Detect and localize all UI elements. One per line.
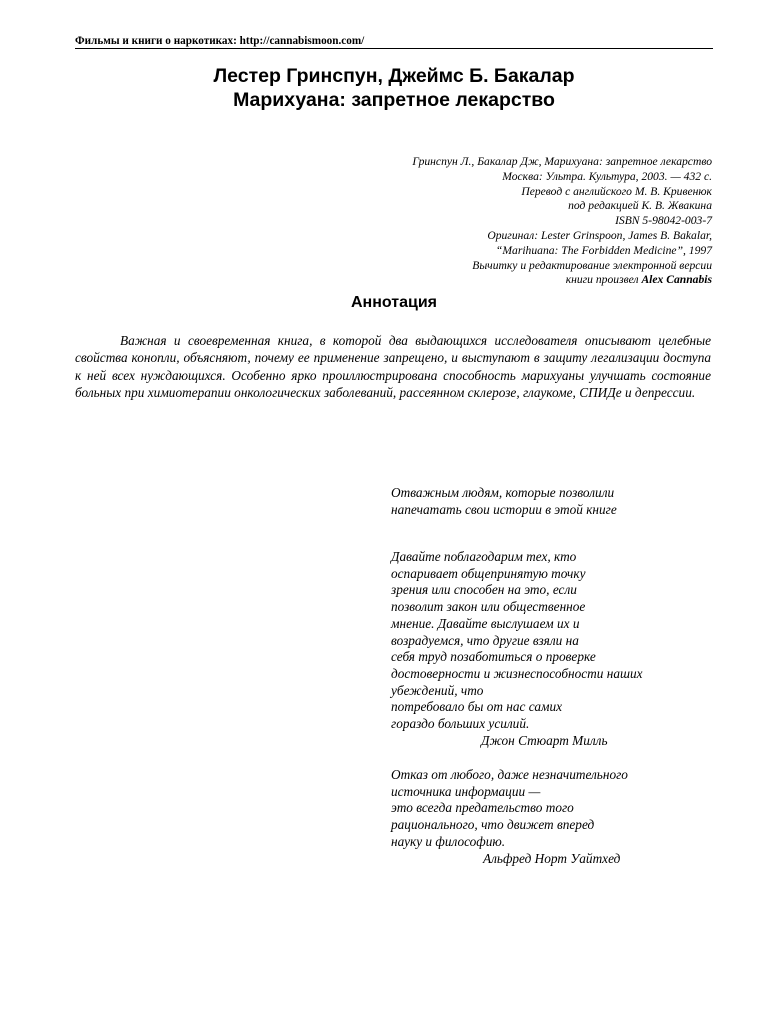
- quote-line: это всегда предательство того: [391, 800, 574, 816]
- quote-line: рационального, что движет вперед: [391, 817, 595, 833]
- annotation-heading: Аннотация: [351, 294, 437, 311]
- quote-line: Отказ от любого, даже незначительного: [391, 767, 628, 782]
- quote-line: потребовало бы от нас самих: [391, 699, 563, 715]
- quote-line: зрения или способен на это, если: [391, 582, 577, 598]
- quote-line: гораздо больших усилий.: [391, 716, 530, 732]
- quote-author: Джон Стюарт Милль: [481, 732, 608, 748]
- biblio-line: под редакцией К. В. Жвакина: [568, 199, 712, 213]
- biblio-editor-name: Alex Cannabis: [641, 273, 712, 287]
- biblio-line: Вычитку и редактирование электронной версии: [472, 258, 712, 272]
- page-header-text: Фильмы и книги о наркотиках: http://cannabismoon.com/: [75, 35, 365, 47]
- book-authors: Лестер Гринспун, Джеймс Б. Бакалар: [213, 65, 575, 87]
- quote-line: мнение. Давайте выслушаем их и: [391, 615, 580, 631]
- dedication-line: напечатать свои истории в этой книге: [391, 501, 617, 517]
- dedication-line: Отважным людям, которые позволили: [391, 485, 615, 500]
- biblio-line: Москва: Ультра. Культура, 2003. — 432 с.: [502, 169, 712, 183]
- quote-author: Альфред Норт Уайтхед: [483, 850, 621, 866]
- quote-line: убеждений, что: [391, 682, 484, 698]
- biblio-line: Перевод с английского М. В. Кривенюк: [521, 184, 712, 198]
- biblio-line: “Marihuana: The Forbidden Medicine”, 1997: [495, 243, 712, 257]
- biblio-line: ISBN 5-98042-003-7: [615, 214, 712, 228]
- epigraph-quote-whitehead: [391, 767, 711, 867]
- quote-line: возрадуемся, что другие взяли на: [391, 632, 579, 648]
- quote-line: позволит закон или общественное: [391, 599, 586, 615]
- biblio-line-editor: [312, 273, 712, 288]
- biblio-editor-prefix: книги произвел: [565, 273, 642, 287]
- biblio-line: Гринспун Л., Бакалар Дж, Марихуана: запретное лекарство: [412, 155, 712, 168]
- bibliographic-info: [312, 155, 712, 288]
- dedication: [391, 485, 711, 518]
- header-divider: [75, 48, 713, 49]
- epigraph-quote-mill: [391, 549, 711, 749]
- book-title-block: [75, 64, 713, 112]
- quote-line: достоверности и жизнеспособности наших: [391, 665, 643, 681]
- quote-line: себя труд позаботиться о проверке: [391, 649, 596, 665]
- quote-line: оспаривает общепринятую точку: [391, 565, 586, 581]
- biblio-line: Оригинал: Lester Grinspoon, James B. Bakalar,: [487, 228, 712, 242]
- quote-line: Давайте поблагодарим тех, кто: [391, 549, 577, 564]
- quote-line: источника информации —: [391, 783, 541, 799]
- annotation-body: Важная и своевременная книга, в которой два выдающихся исследователя описывают целебные свойства конопли, объясняют, почему ее применение запрещено, и выступают в защиту легализации доступа к ней всех нуждающихся. Особенно ярко проиллюстрирована способность марихуаны улучшать состояние больных при химиотерапии онкологических заболеваний, рассеянном склерозе, глаукоме, СПИДе и депрессии.: [75, 333, 711, 400]
- book-title: Марихуана: запретное лекарство: [233, 89, 555, 111]
- quote-line: науку и философию.: [391, 833, 506, 849]
